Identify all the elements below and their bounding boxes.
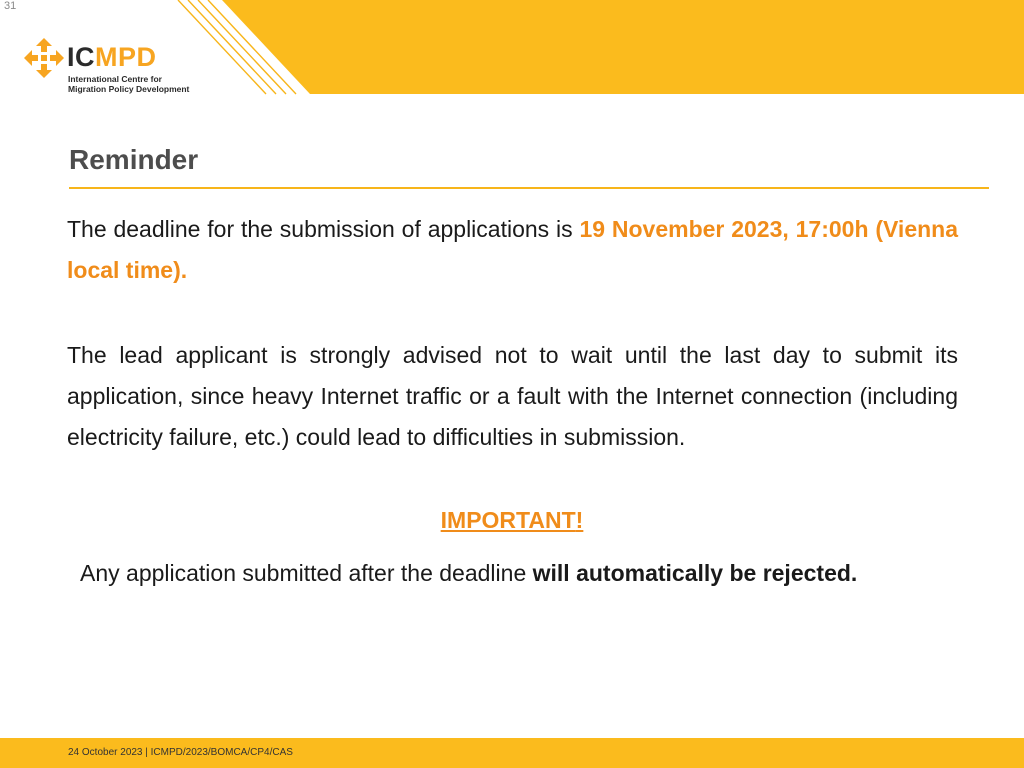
important-mark: !	[575, 507, 584, 533]
rejection-notice	[80, 556, 857, 590]
logo-subtitle-line1: International Centre for	[68, 74, 162, 84]
logo-acronym-dark: IC	[67, 42, 95, 72]
slide-number: 31	[4, 0, 17, 12]
important-label: IMPORTANT	[440, 507, 576, 533]
logo-acronym-accent: MPD	[95, 42, 157, 72]
deadline-lead-text: The deadline for the submission of applications is	[67, 216, 580, 242]
rejection-text: Any application submitted after the deadline	[80, 560, 533, 586]
logo-subtitle-line2: Migration Policy Development	[68, 84, 190, 94]
deadline-paragraph	[67, 209, 958, 291]
deadline-highlight: 19 November 2023, 17:00h (Vienna local time).	[67, 216, 958, 283]
page-title: Reminder	[69, 144, 199, 175]
footer-text: 24 October 2023 | ICMPD/2023/BOMCA/CP4/CAS	[68, 747, 293, 758]
title-divider	[69, 187, 989, 189]
arrows-cross-icon	[24, 38, 64, 78]
logo-wordmark	[67, 38, 157, 76]
icmpd-logo	[24, 38, 224, 98]
important-heading	[0, 503, 1024, 537]
advice-paragraph: The lead applicant is strongly advised not to wait until the last day to submit its application, since heavy Internet traffic or a fault with the Internet connection (including electricity failure, etc.) could lead to difficulties in submission.	[67, 342, 958, 450]
rejection-emphasis: will automatically be rejected.	[532, 560, 858, 586]
logo-subtitle	[68, 74, 228, 94]
footer-bar	[0, 738, 1024, 768]
